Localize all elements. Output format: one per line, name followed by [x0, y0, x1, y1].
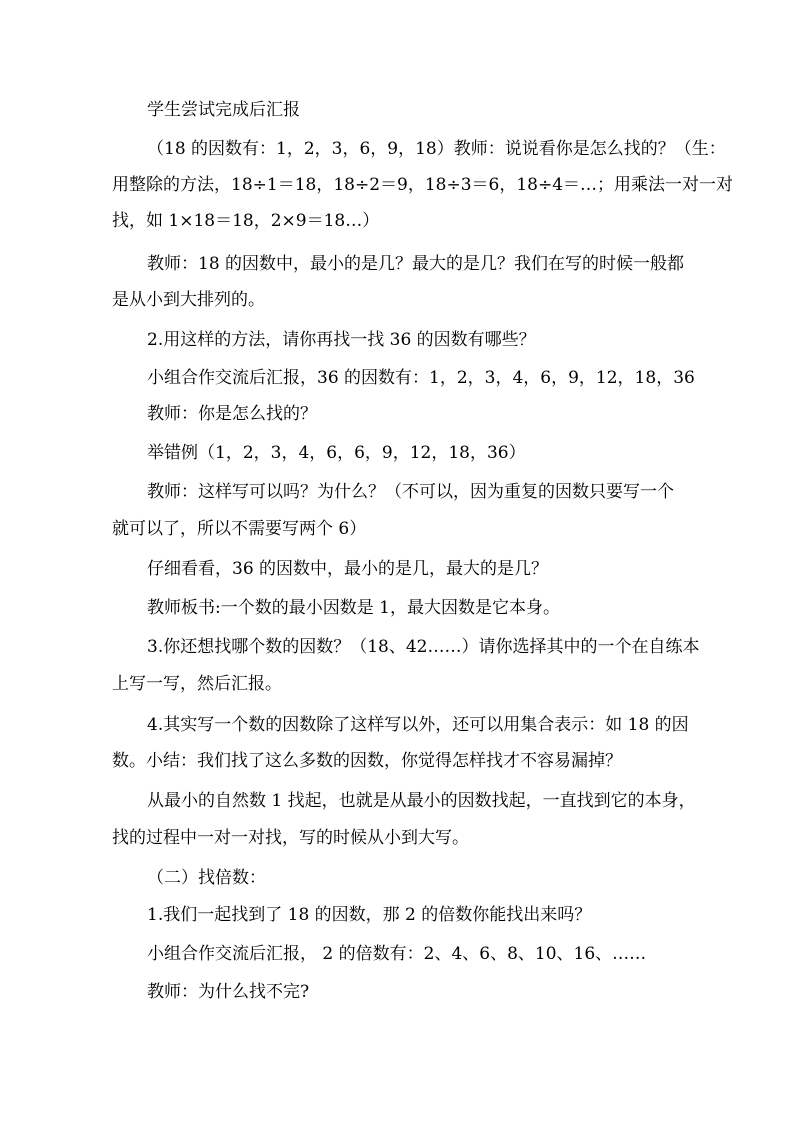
- text-line: 教师板书:一个数的最小因数是 1，最大因数是它本身。: [147, 598, 560, 618]
- text-line: 1.我们一起找到了 18 的因数，那 2 的倍数你能找出来吗？: [147, 905, 592, 925]
- text-line: 小组合作交流后汇报， 2 的倍数有：2、4、6、8、10、16、……: [147, 944, 647, 964]
- text-line: 找的过程中一对一对找，写的时候从小到大写。: [112, 828, 469, 848]
- text-line: 就可以了，所以不需要写两个 6）: [112, 519, 367, 539]
- text-line: 学生尝试完成后汇报: [147, 100, 300, 120]
- text-line: 数。小结：我们找了这么多数的因数，你觉得怎样找才不容易漏掉？: [112, 751, 622, 771]
- text-line: 上写一写，然后汇报。: [112, 674, 282, 694]
- text-line: （18 的因数有：1，2，3，6，9，18）教师：说说看你是怎么找的？（生：: [147, 139, 726, 159]
- text-line: 仔细看看，36 的因数中，最小的是几，最大的是几？: [147, 559, 549, 579]
- text-line: （二）找倍数：: [147, 868, 266, 888]
- text-line: 3.你还想找哪个数的因数？（18、42……）请你选择其中的一个在自练本: [147, 637, 700, 657]
- text-line: 小组合作交流后汇报，36 的因数有：1，2，3，4，6，9，12，18，36: [147, 368, 695, 388]
- text-line: 找，如 1×18＝18，2×9＝18…）: [112, 211, 380, 231]
- text-line: 举错例（1，2，3，4，6，6，9，12，18，36）: [147, 443, 526, 463]
- text-line: 4.其实写一个数的因数除了这样写以外，还可以用集合表示：如 18 的因: [147, 715, 689, 735]
- text-line: 2.用这样的方法，请你再找一找 36 的因数有哪些？: [147, 330, 536, 350]
- text-line: 教师：这样写可以吗？为什么？（不可以，因为重复的因数只要写一个: [147, 482, 674, 502]
- text-line: 从最小的自然数 1 找起，也就是从最小的因数找起，一直找到它的本身，: [147, 791, 696, 811]
- text-line: 教师：你是怎么找的？: [147, 404, 317, 424]
- text-line: 用整除的方法，18÷1＝18，18÷2＝9，18÷3＝6，18÷4＝…；用乘法一对一对: [112, 175, 734, 195]
- text-line: 教师：为什么找不完?: [147, 982, 310, 1002]
- text-line: 教师：18 的因数中，最小的是几？最大的是几？我们在写的时候一般都: [147, 254, 685, 274]
- text-line: 是从小到大排列的。: [112, 290, 265, 310]
